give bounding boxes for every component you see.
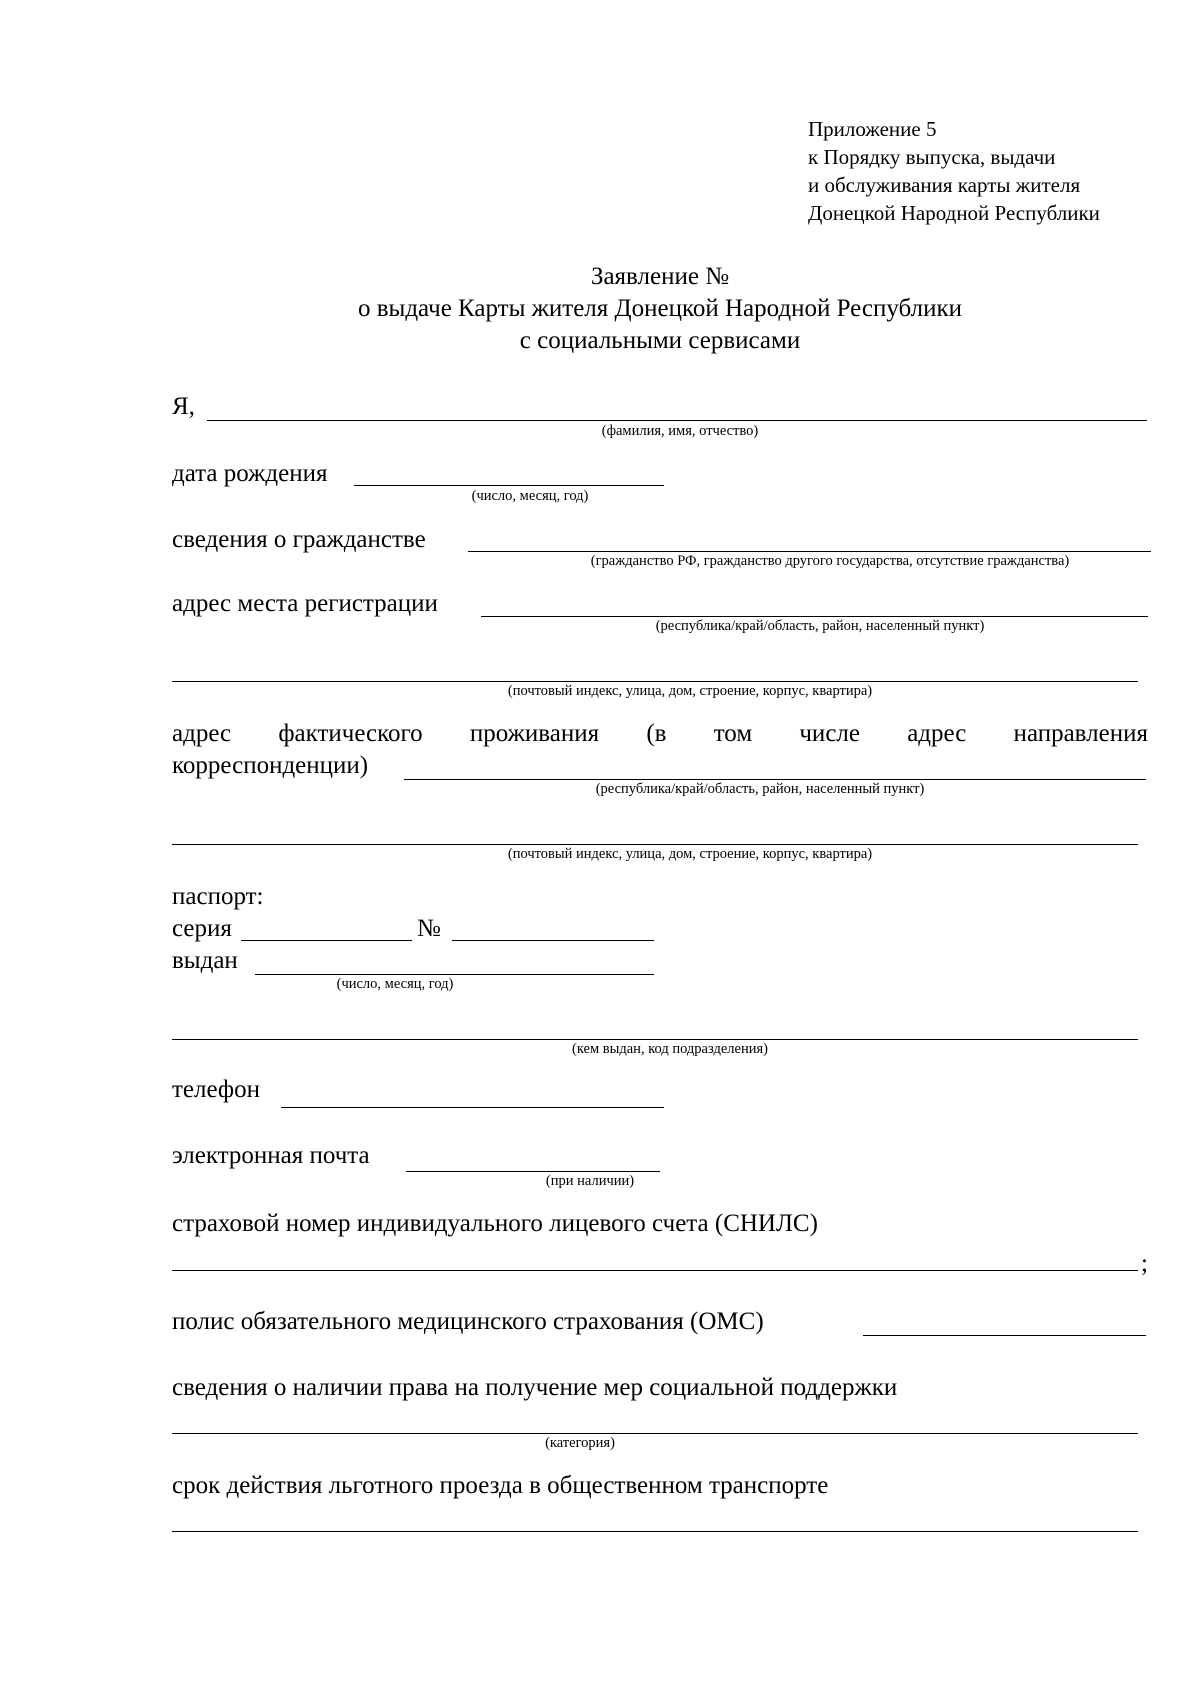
citizenship-field[interactable] [468,551,1151,552]
birth-date-label: дата рождения [172,460,328,487]
passport-issued-date-field[interactable] [255,974,654,975]
oms-label: полис обязательного медицинского страхования (ОМС) [172,1308,764,1335]
actual-address-field-2[interactable] [172,844,1138,845]
registration-address-field[interactable] [481,616,1148,617]
fio-hint: (фамилия, имя, отчество) [601,423,759,439]
actual-address-label-2: корреспонденции) [172,752,369,779]
registration-address-field-2[interactable] [172,681,1138,682]
passport-issued-date-hint: (число, месяц, год) [336,976,454,992]
email-label: электронная почта [172,1142,370,1169]
email-hint: (при наличии) [545,1173,635,1189]
registration-address-label: адрес места регистрации [172,590,438,617]
passport-label: паспорт: [172,883,264,910]
document-title: Заявление № [590,263,730,290]
social-support-hint: (категория) [545,1435,615,1451]
snils-field[interactable] [172,1270,1138,1271]
fio-field[interactable] [207,420,1147,421]
appendix-line-4: Донецкой Народной Республики [808,201,1100,225]
birth-date-hint: (число, месяц, год) [471,488,589,504]
transport-field[interactable] [172,1531,1138,1532]
phone-label: телефон [172,1076,260,1103]
passport-series-field[interactable] [241,940,412,941]
transport-label: срок действия льготного проезда в общественном транспорте [172,1472,829,1499]
appendix-line-2: к Порядку выпуска, выдачи [808,145,1056,169]
phone-field[interactable] [281,1107,664,1108]
registration-address-hint: (республика/край/область, район, населенный пункт) [655,618,985,634]
oms-field[interactable] [863,1335,1146,1336]
appendix-line-1: Приложение 5 [808,117,937,141]
passport-series-label: серия [172,915,232,942]
passport-issued-by-field[interactable] [172,1039,1138,1040]
document-title-line-2: о выдаче Карты жителя Донецкой Народной Республики [357,295,963,322]
passport-issued-by-hint: (кем выдан, код подразделения) [572,1041,768,1057]
actual-address-hint: (республика/край/область, район, населенный пункт) [595,781,925,797]
fio-label: Я, [172,393,195,420]
citizenship-label: сведения о гражданстве [172,526,426,553]
email-field[interactable] [406,1171,660,1172]
birth-date-field[interactable] [354,485,664,486]
social-support-field[interactable] [172,1433,1138,1434]
document-title-line-3: с социальными сервисами [519,327,801,354]
passport-number-field[interactable] [452,940,654,941]
passport-number-label: № [417,915,441,942]
actual-address-label: адрес фактического проживания (в том числе адрес направления [172,720,1148,747]
social-support-label: сведения о наличии права на получение мер социальной поддержки [172,1374,898,1401]
passport-issued-label: выдан [172,947,238,974]
snils-semicolon: ; [1141,1250,1148,1277]
snils-label: страховой номер индивидуального лицевого счета (СНИЛС) [172,1210,818,1237]
appendix-line-3: и обслуживания карты жителя [808,173,1081,197]
actual-address-field[interactable] [404,779,1146,780]
actual-address-hint-2: (почтовый индекс, улица, дом, строение, корпус, квартира) [507,846,873,862]
registration-address-hint-2: (почтовый индекс, улица, дом, строение, корпус, квартира) [507,683,873,699]
citizenship-hint: (гражданство РФ, гражданство другого государства, отсутствие гражданства) [590,553,1070,569]
